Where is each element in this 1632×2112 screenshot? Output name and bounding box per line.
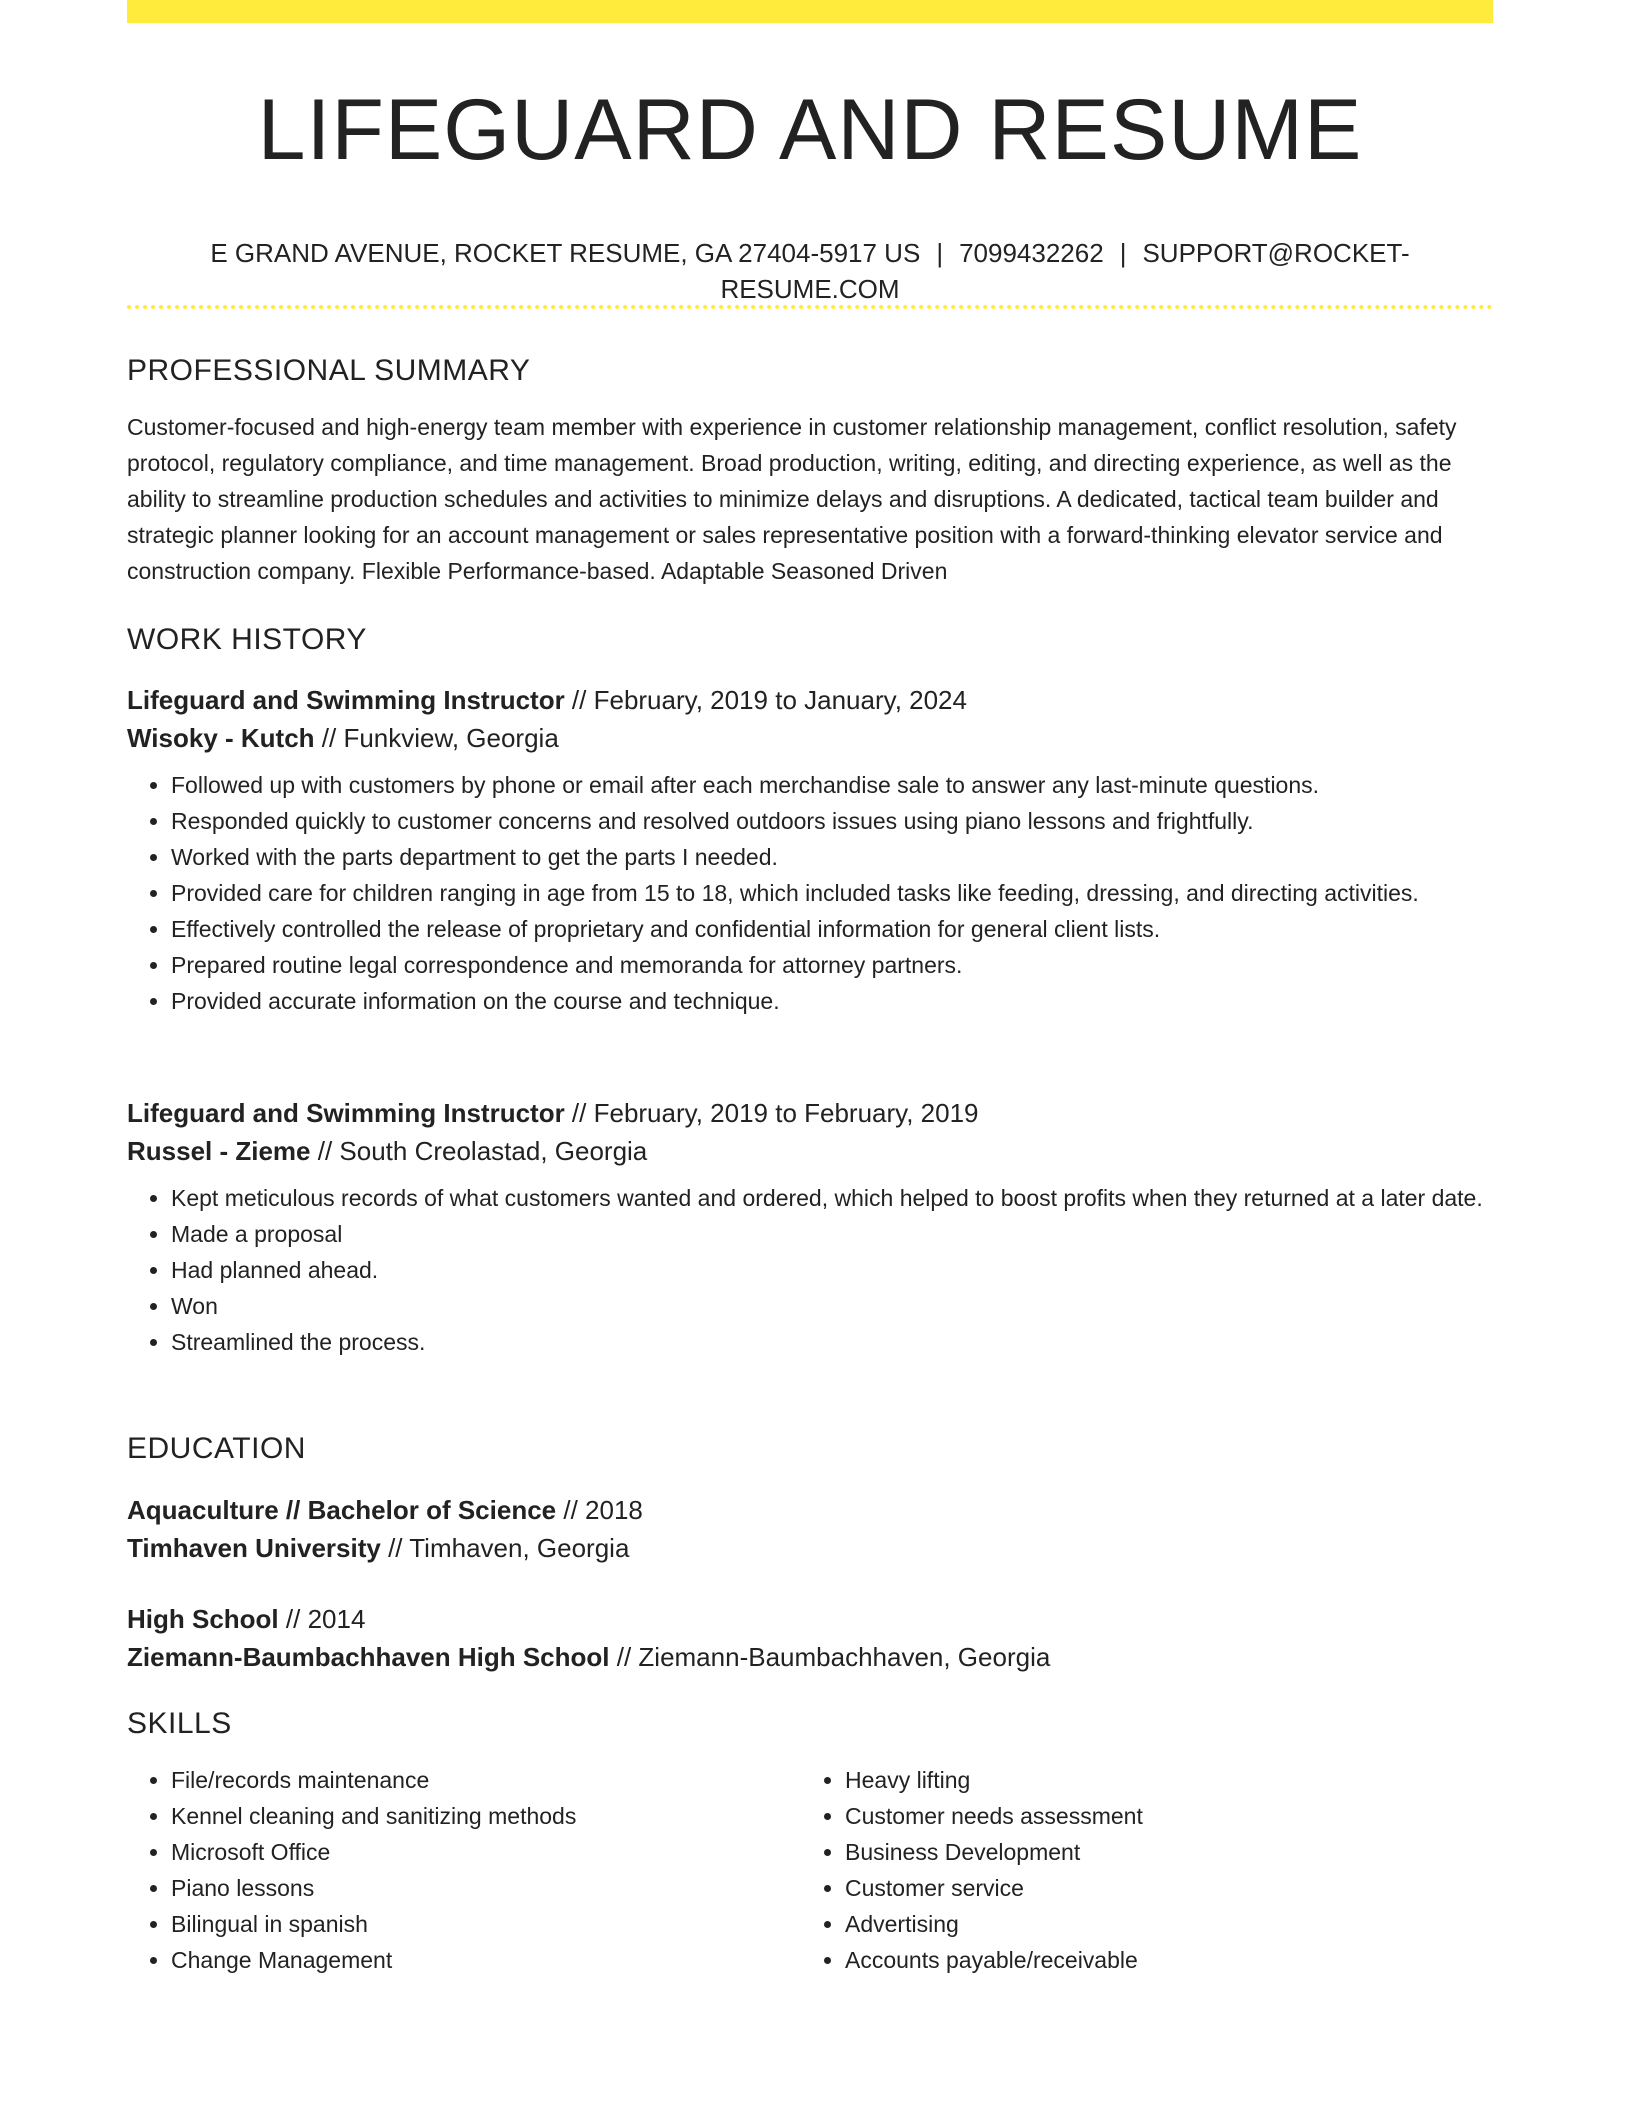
education-degree: High School — [127, 1604, 279, 1634]
job-bullet: • Responded quickly to customer concerns and resolved outdoors issues using piano lessons and frightfully. — [171, 803, 1493, 839]
job-company-line — [127, 1132, 1493, 1170]
job-title-line — [127, 1094, 1493, 1132]
contact-phone: 7099432262 — [959, 238, 1104, 268]
contact-separator: | — [1119, 238, 1127, 268]
job-bullet: • Kept meticulous records of what customers wanted and ordered, which helped to boost profits when they returned at a later date. — [171, 1180, 1493, 1216]
job-bullet: • Made a proposal — [171, 1216, 1493, 1252]
job-bullet: • Effectively controlled the release of proprietary and confidential information for general client lists. — [171, 911, 1493, 947]
skills-columns — [127, 1762, 1493, 1978]
skill-item: • Microsoft Office — [171, 1834, 801, 1870]
job-title: Lifeguard and Swimming Instructor — [127, 1098, 565, 1128]
job-company: Russel - Zieme — [127, 1136, 311, 1166]
job-title-line — [127, 681, 1493, 719]
job-location: // Funkview, Georgia — [314, 723, 559, 753]
job-bullet: • Prepared routine legal correspondence and memoranda for attorney partners. — [171, 947, 1493, 983]
job-company: Wisoky - Kutch — [127, 723, 315, 753]
job-entry — [127, 1094, 1493, 1360]
job-title: Lifeguard and Swimming Instructor — [127, 685, 565, 715]
education-school-line — [127, 1529, 1493, 1567]
education-heading: EDUCATION — [127, 1432, 306, 1465]
education-degree-line — [127, 1491, 1493, 1529]
education-entry — [127, 1600, 1493, 1676]
summary-heading: PROFESSIONAL SUMMARY — [127, 354, 531, 387]
summary-text: Customer-focused and high-energy team member with experience in customer relationship management, conflict resolution, safety protocol, regulatory compliance, and time management. Broad production, writing, editing, and directing experience, as well as the ability to streamline production schedules and activities to minimize delays and disruptions. A dedicated, tactical team builder and strategic planner looking for an account management or sales representative position with a forward-thinking elevator service and construction company. Flexible Performance-based. Adaptable Seasoned Driven — [127, 414, 1457, 584]
job-bullet: • Worked with the parts department to get the parts I needed. — [171, 839, 1493, 875]
skill-item: • File/records maintenance — [171, 1762, 801, 1798]
education-school: Timhaven University — [127, 1533, 381, 1563]
job-bullet: • Streamlined the process. — [171, 1324, 1493, 1360]
education-degree: Aquaculture // Bachelor of Science — [127, 1495, 557, 1525]
education-year: // 2018 — [556, 1495, 643, 1525]
summary-section — [127, 351, 1493, 589]
work-history-heading-block — [127, 620, 1493, 660]
contact-email: SUPPORT@ROCKET-RESUME.COM — [720, 238, 1410, 304]
skill-item: • Heavy lifting — [845, 1762, 1475, 1798]
education-entry — [127, 1491, 1493, 1567]
skills-list-right — [801, 1762, 1475, 1978]
skill-item: • Piano lessons — [171, 1870, 801, 1906]
contact-address: E GRAND AVENUE, ROCKET RESUME, GA 27404-5917 US — [210, 238, 921, 268]
top-accent-bar — [127, 0, 1493, 23]
job-bullet-list — [127, 767, 1493, 1019]
skill-item: • Accounts payable/receivable — [845, 1942, 1475, 1978]
education-location: // Ziemann-Baumbachhaven, Georgia — [609, 1642, 1051, 1672]
job-bullet-list — [127, 1180, 1493, 1360]
education-heading-block — [127, 1429, 1493, 1469]
job-bullet: • Provided care for children ranging in age from 15 to 18, which included tasks like feeding, dressing, and directing activities. — [171, 875, 1493, 911]
skills-list-left — [127, 1762, 801, 1978]
education-year: // 2014 — [278, 1604, 366, 1634]
education-school-line — [127, 1638, 1493, 1676]
work-history-heading: WORK HISTORY — [127, 623, 367, 656]
job-dates: // February, 2019 to January, 2024 — [564, 685, 967, 715]
skill-item: • Advertising — [845, 1906, 1475, 1942]
job-location: // South Creolastad, Georgia — [310, 1136, 648, 1166]
skill-item: • Customer service — [845, 1870, 1475, 1906]
skill-item: • Kennel cleaning and sanitizing methods — [171, 1798, 801, 1834]
job-bullet: • Followed up with customers by phone or email after each merchandise sale to answer any last-minute questions. — [171, 767, 1493, 803]
skill-item: • Change Management — [171, 1942, 801, 1978]
job-bullet: • Had planned ahead. — [171, 1252, 1493, 1288]
skills-section — [127, 1704, 1493, 1978]
contact-separator: | — [936, 238, 944, 268]
education-degree-line — [127, 1600, 1493, 1638]
job-company-line — [127, 719, 1493, 757]
education-location: // Timhaven, Georgia — [380, 1533, 630, 1563]
skill-item: • Bilingual in spanish — [171, 1906, 801, 1942]
dotted-divider — [127, 305, 1493, 309]
job-dates: // February, 2019 to February, 2019 — [564, 1098, 979, 1128]
resume-name: LIFEGUARD AND RESUME — [257, 82, 1363, 178]
skill-item: • Customer needs assessment — [845, 1798, 1475, 1834]
contact-line — [127, 235, 1493, 307]
skill-item: • Business Development — [845, 1834, 1475, 1870]
job-bullet: • Provided accurate information on the course and technique. — [171, 983, 1493, 1019]
job-bullet: • Won — [171, 1288, 1493, 1324]
education-school: Ziemann-Baumbachhaven High School — [127, 1642, 610, 1672]
skills-heading: SKILLS — [127, 1707, 232, 1740]
job-entry — [127, 681, 1493, 1019]
